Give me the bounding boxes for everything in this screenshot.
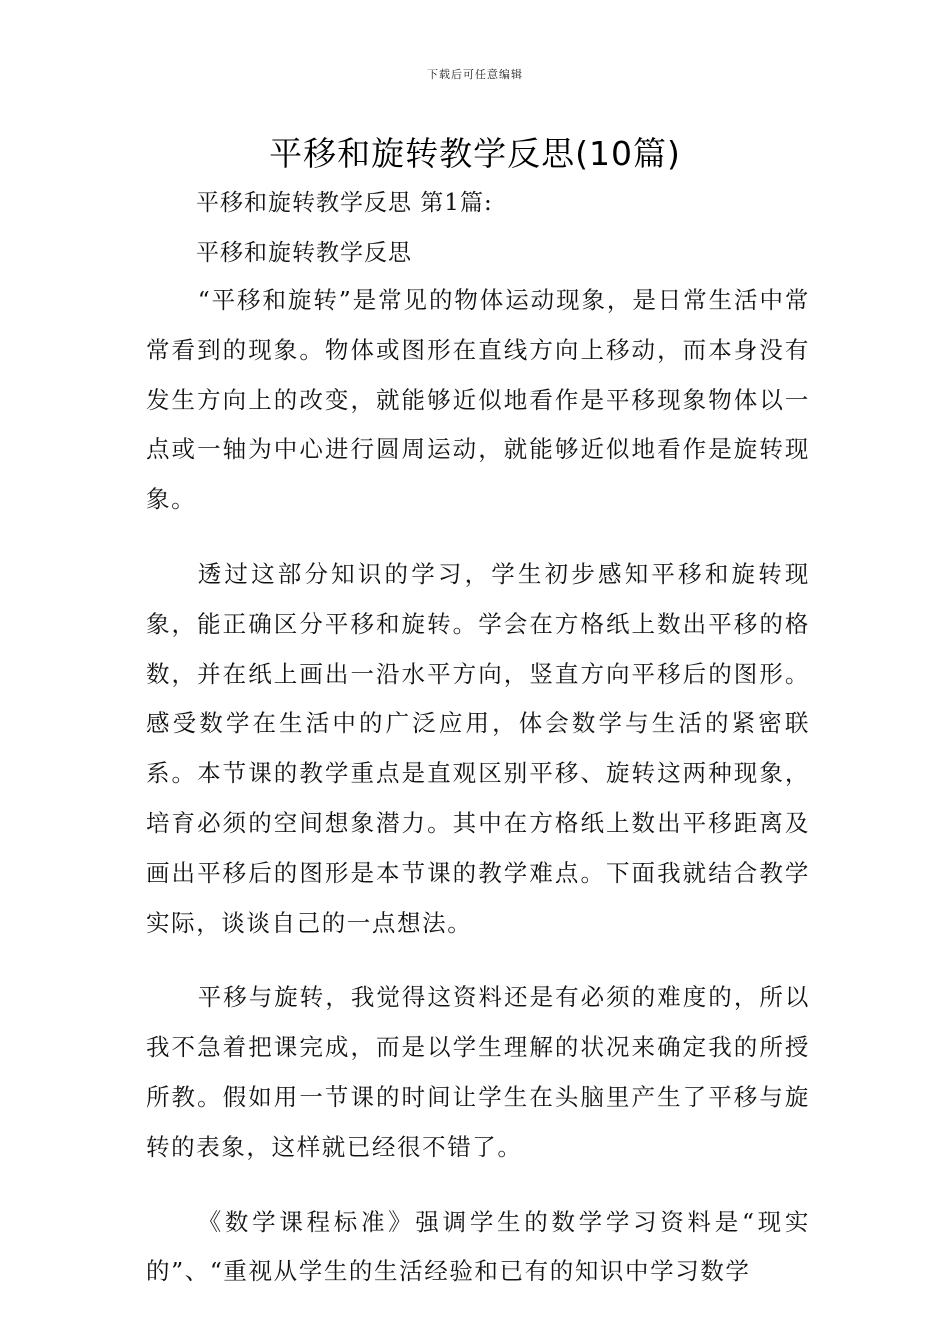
document-title: 平移和旋转教学反思(10篇) (269, 134, 681, 173)
subheading: 平移和旋转教学反思 (196, 240, 412, 266)
paragraph-3: 平移与旋转，我觉得这资料还是有必须的难度的，所以我不急着把课完成，而是以学生理解的状况来确定我的所授所教。假如用一节课的时间让学生在头脑里产生了平移与旋转的表象，这样就已经很不错了。 (146, 983, 810, 1161)
section-heading: 平移和旋转教学反思 第1篇: (196, 190, 493, 216)
header-note: 下载后可任意编辑 (427, 68, 523, 81)
document-body (146, 276, 810, 1297)
paragraph-1: “平移和旋转”是常见的物体运动现象，是日常生活中常常看到的现象。物体或图形在直线方向上移动，而本身没有发生方向上的改变，就能够近似地看作是平移现象物体以一点或一轴为中心进行圆周运动，就能够近似地看作是旋转现象。 (146, 286, 810, 514)
paragraph-4: 《数学课程标准》强调学生的数学学习资料是“现实的”、“重视从学生的生活经验和已有的知识中学习数学 (146, 1207, 810, 1286)
paragraph-2: 透过这部分知识的学习，学生初步感知平移和旋转现象，能正确区分平移和旋转。学会在方格纸上数出平移的格数，并在纸上画出一沿水平方向，竖直方向平移后的图形。感受数学在生活中的广泛应用，体会数学与生活的紧密联系。本节课的教学重点是直观区别平移、旋转这两种现象，培育必须的空间想象潜力。其中在方格纸上数出平移距离及画出平移后的图形是本节课的教学难点。下面我就结合教学实际，谈谈自己的一点想法。 (146, 559, 810, 937)
